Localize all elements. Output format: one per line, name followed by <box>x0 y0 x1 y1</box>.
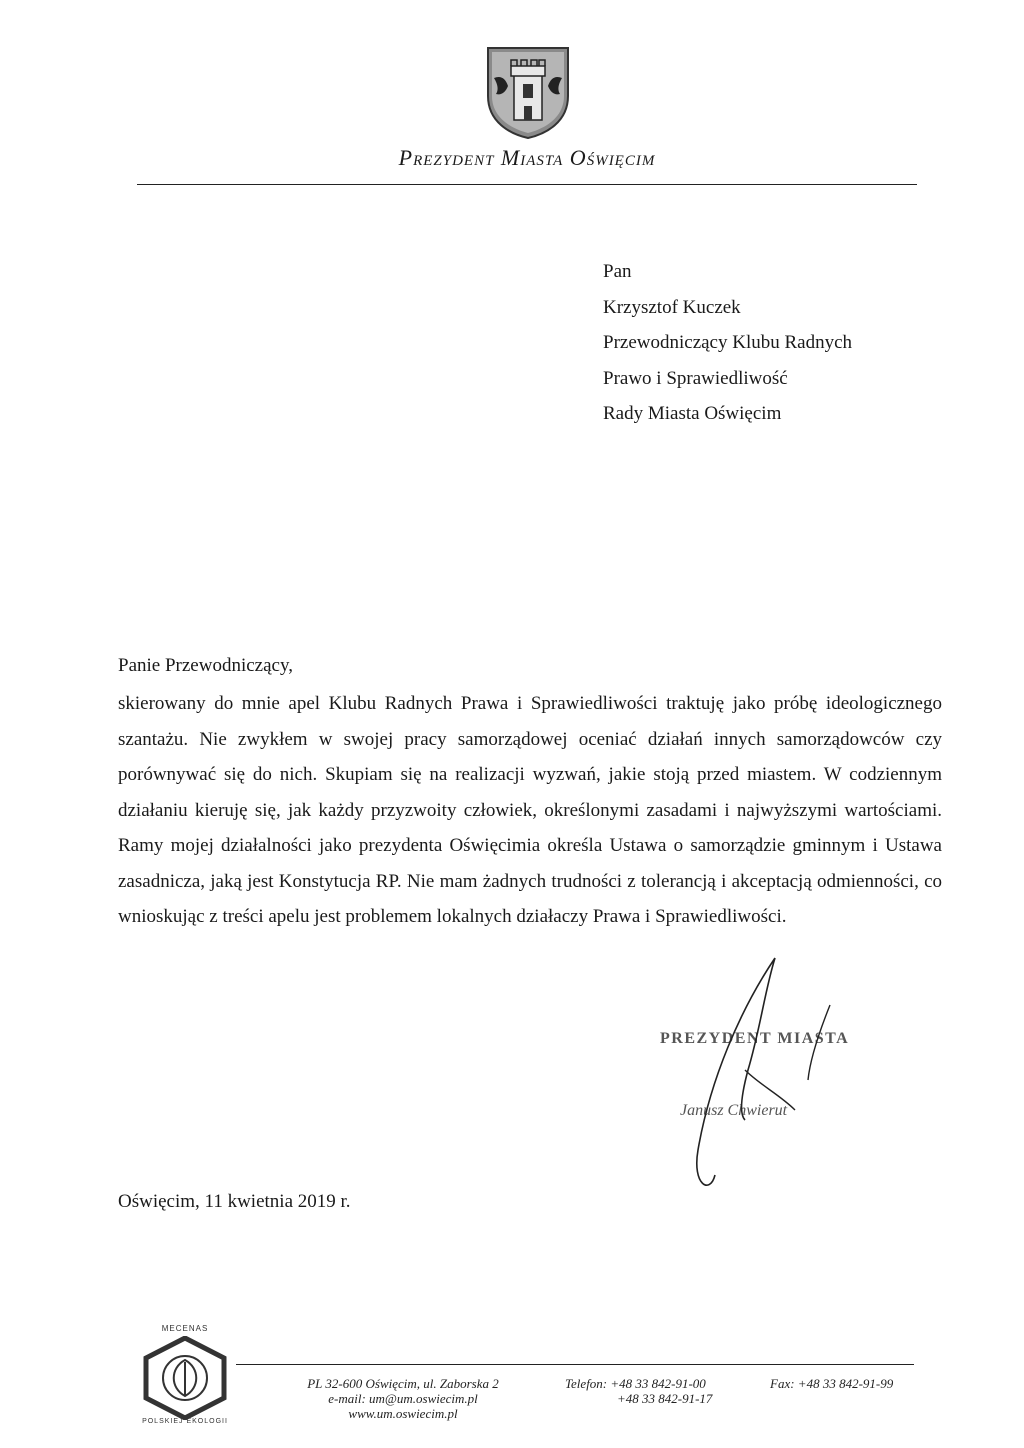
footer-address-line: PL 32-600 Oświęcim, ul. Zaborska 2 <box>307 1376 499 1391</box>
footer-divider <box>236 1364 914 1365</box>
footer-phone <box>565 1376 712 1406</box>
logo-bottom-text: POLSKIEJ EKOLOGII <box>142 1418 228 1425</box>
logo-top-text: MECENAS <box>161 1324 209 1333</box>
letterhead-title-text: Prezydent Miasta Oświęcim <box>398 145 656 170</box>
footer-fax: Fax: +48 33 842-91-99 <box>770 1376 894 1391</box>
footer-website[interactable]: www.um.oswiecim.pl <box>348 1406 458 1421</box>
addressee-line: Przewodniczący Klubu Radnych <box>603 332 853 353</box>
salutation: Panie Przewodniczący, <box>118 655 293 676</box>
leaf-hexagon-icon <box>140 1336 230 1420</box>
stamp-title: PREZYDENT MIASTA <box>660 1030 850 1047</box>
letter-body: skierowany do mnie apel Klubu Radnych Prawa i Sprawiedliwości traktuję jako próbę ideologicznego szantażu. Nie zwykłem w swojej pracy samorządowej oceniać działań innych samorządowców czy porównywać się do nich. Skupiam się na realizacji wyzwań, jakie stoją przed miastem. W codziennym działaniu kieruję się, jak każdy przyzwoity człowiek, określonymi zasadami i najwyższymi wartościami. Ramy mojej działalności jako prezydenta Oświęcimia określa Ustawa o samorządzie gminnym i Ustawa zasadnicza, jaką jest Konstytucja RP. Nie mam żadnych trudności z tolerancją i akceptacją odmienności, co wnioskując z treści apelu jest problemem lokalnych działaczy Prawa i Sprawiedliwości. <box>118 693 942 927</box>
addressee-line: Pan <box>603 261 632 282</box>
footer-phone-line: Telefon: +48 33 842-91-00 <box>565 1376 706 1391</box>
addressee-block <box>603 254 852 432</box>
letterhead-title <box>0 145 1024 171</box>
footer-address <box>273 1376 533 1421</box>
ecology-patron-logo <box>130 1322 240 1432</box>
addressee-line: Krzysztof Kuczek <box>603 296 741 318</box>
letterhead-divider <box>137 184 917 185</box>
footer-phone-line-2: +48 33 842-91-17 <box>617 1391 713 1406</box>
place-and-date: Oświęcim, 11 kwietnia 2019 r. <box>118 1191 351 1212</box>
stamp-name: Janusz Chwierut <box>680 1102 788 1119</box>
coat-of-arms-icon <box>484 44 572 140</box>
footer-email[interactable]: e-mail: um@um.oswiecim.pl <box>328 1391 478 1406</box>
handwritten-signature <box>670 950 870 1200</box>
addressee-line: Rady Miasta Oświęcim <box>603 403 782 424</box>
addressee-line: Prawo i Sprawiedliwość <box>603 367 788 389</box>
